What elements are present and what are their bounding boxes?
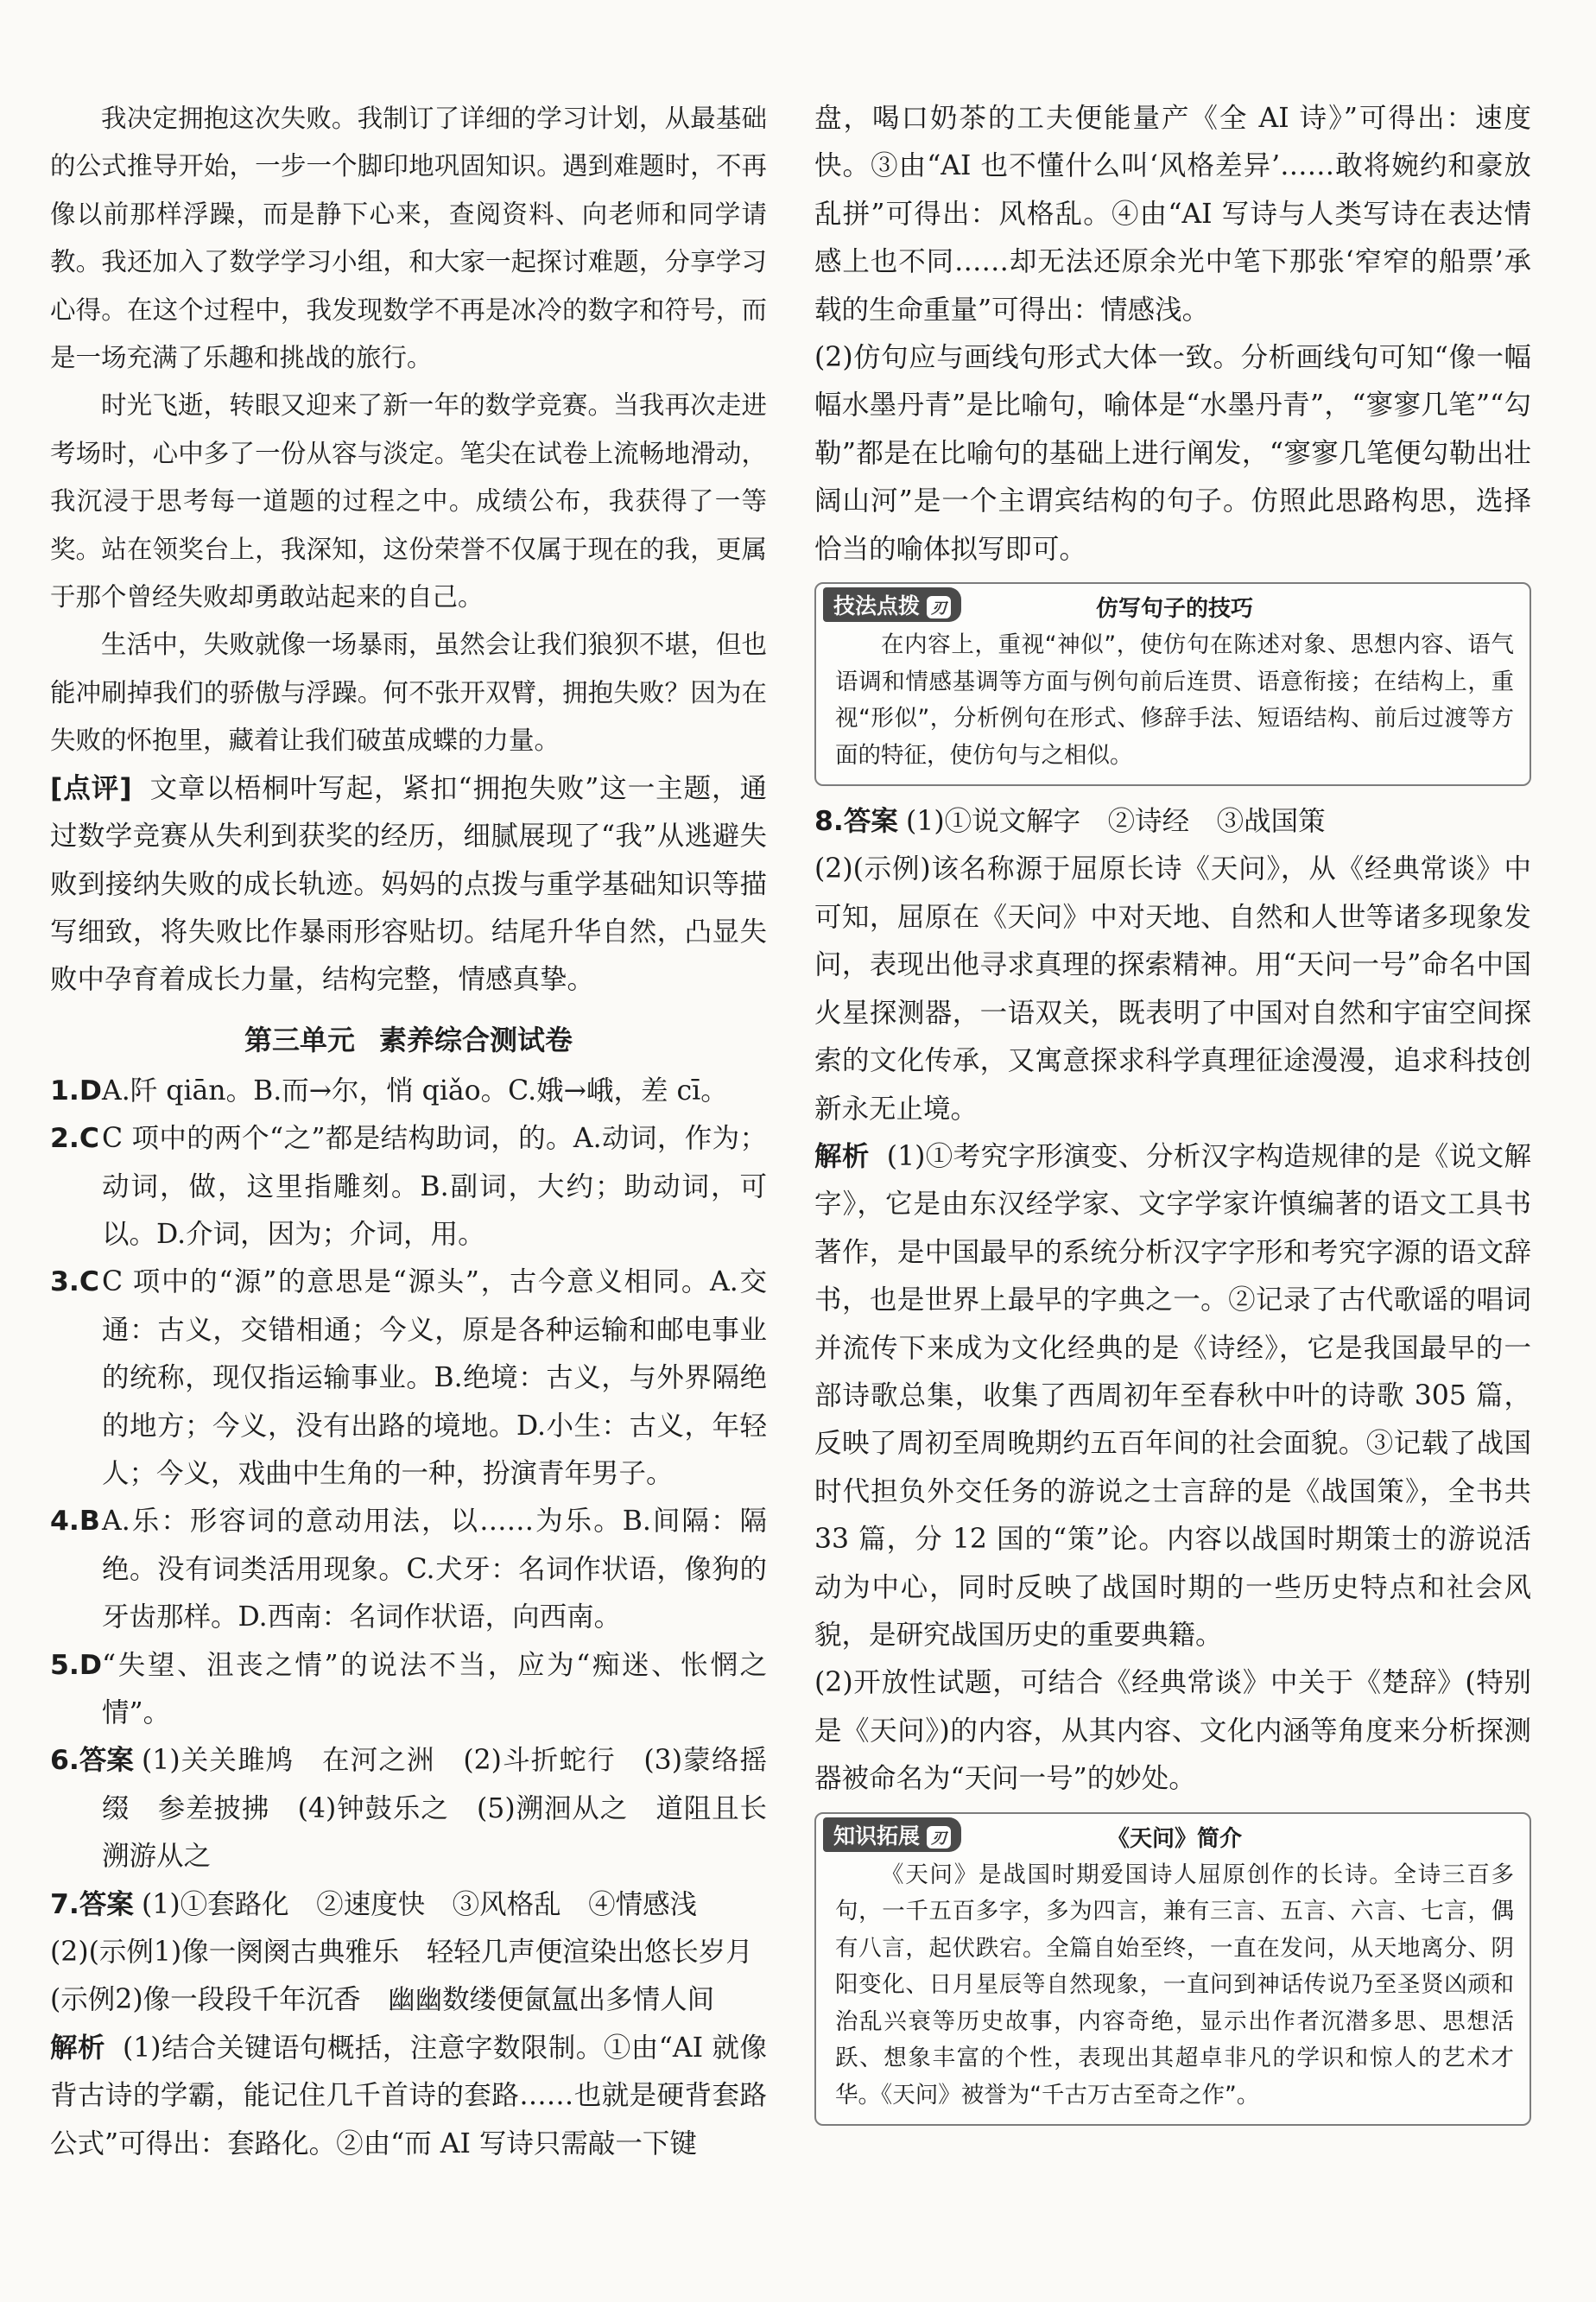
q1-tag: 1.D — [50, 1075, 103, 1107]
essay-paragraph-2: 时光飞逝，转眼又迎来了新一年的数学竞赛。当我再次走进考场时，心中多了一份从容与淡定。笔尖在试卷上流畅地滑动，我沉浸于思考每一道题的过程之中。成绩公布，我获得了一等奖。站在领奖台上，我深知，这份荣誉不仅属于现在的我，更属于那个曾经失败却勇敢站起来的自己。 — [50, 390, 767, 612]
knowledge-badge-label: 知识拓展 — [833, 1823, 921, 1849]
technique-box — [814, 582, 1531, 786]
q5-tag: 5.D — [50, 1649, 103, 1681]
technique-box-text: 在内容上，重视“神似”，使仿句在陈述对象、思想内容、语气语调和情感基调等方面与例句前后连贯、语意衔接；在结构上，重视“形似”，分析例句在形式、修辞手法、短语结构、前后过渡等方面的特征，使仿句与之相似。 — [835, 631, 1514, 769]
q5-text: “失望、沮丧之情”的说法不当，应为“痴迷、怅惘之情”。 — [102, 1649, 767, 1728]
comment-text: 文章以梧桐叶写起，紧扣“拥抱失败”这一主题，通过数学竞赛从失利到获奖的经历，细腻展现了“我”从逃避失败到接纳失败的成长轨迹。妈妈的点拨与重学基础知识等描写细致，将失败比作暴雨形容贴切。结尾升华自然，凸显失败中孕育着成长力量，结构完整，情感真挚。 — [50, 772, 767, 996]
q8-tag: 8.答案 — [814, 806, 898, 838]
q4-tag: 4.B — [50, 1506, 100, 1538]
answer-q4 — [50, 1498, 767, 1641]
answer-q7-line2: (2)(示例1)像一阕阕古典雅乐 轻轻几声便渲染出悠长岁月 — [50, 1937, 753, 1969]
answer-q6 — [50, 1737, 795, 1880]
essay-paragraph-1: 我决定拥抱这次失败。我制订了详细的学习计划，从最基础的公式推导开始，一步一个脚印地巩固知识。遇到难题时，不再像以前那样浮躁，而是静下心来，查阅资料、向老师和同学请教。我还加入了数学学习小组，和大家一起探讨难题，分享学习心得。在这个过程中，我发现数学不再是冰冷的数字和符号，而是一场充满了乐趣和挑战的旅行。 — [50, 104, 767, 373]
q8-line1: (1)①说文解字 ②诗经 ③战国策 — [906, 806, 1326, 838]
answer-q7-line3: (示例2)像一段段千年沉香 幽幽数缕便氤氲出多情人间 — [50, 1984, 715, 2016]
knowledge-box-head — [835, 1819, 1514, 1857]
answer-q8-line1 — [814, 798, 1531, 846]
q4-text: A.乐：形容词的意动用法，以……为乐。B.间隔：隔绝。没有词类活用现象。C.犬牙：名词作状语，像狗的牙齿那样。D.西南：名词作状语，向西南。 — [102, 1506, 767, 1633]
q7-tag: 7.答案 — [50, 1888, 134, 1920]
answer-q5 — [50, 1642, 767, 1738]
left-column — [50, 95, 795, 2168]
answer-q2 — [50, 1115, 767, 1259]
answer-q3 — [50, 1259, 767, 1498]
unit-title-b: 素养综合测试卷 — [379, 1023, 573, 1056]
answer-q7-line1 — [50, 1881, 767, 1929]
knowledge-box — [814, 1812, 1531, 2127]
badge-mini-icon: 刃 — [927, 596, 951, 618]
q7-analysis-part2: (2)仿句应与画线句形式大体一致。分析画线句可知“像一幅幅水墨丹青”是比喻句，喻体是“水墨丹青”，“寥寥几笔”“勾勒”都是在比喻句的基础上进行阐发，“寥寥几笔便勾勒出壮阔山河”是一个主谓宾结构的句子。仿照此思路构思，选择恰当的喻体拟写即可。 — [814, 342, 1531, 565]
q2-tag: 2.C — [50, 1123, 100, 1155]
technique-box-title: 仿写句子的技巧 — [1095, 596, 1253, 623]
knowledge-box-text: 《天问》是战国时期爱国诗人屈原创作的长诗。全诗三百多句，一千五百多字，多为四言，兼有三言、五言、六言、七言，偶有八言，起伏跌宕。全篇自始至终，一直在发问，从天地离分、阴阳变化、日月星辰等自然现象，一直问到神话传说乃至圣贤凶顽和治乱兴衰等历史故事，内容奇绝，显示出作者沉潜多思、思想活跃、想象丰富的个性，表现出其超卓非凡的学识和惊人的艺术才华。《天问》被誉为“千古万古至奇之作”。 — [835, 1861, 1514, 2109]
answer-q7-analysis — [50, 2025, 767, 2168]
q7-analysis-continued: 盘，喝口奶茶的工夫便能量产《全 AI 诗》”可得出：速度快。③由“AI 也不懂什么叫‘风格差异’……敢将婉约和豪放乱拼”可得出：风格乱。④由“AI 写诗与人类写诗在表达情感上也不同……却无法还原余光中笔下那张‘窄窄的船票’承载的生命重量”可得出：情感浅。 — [814, 103, 1531, 326]
q8-analysis-tag: 解析 — [814, 1140, 870, 1172]
q6-tag: 6.答案 — [50, 1745, 134, 1777]
q8-analysis-text: (1)①考究字形演变、分析汉字构造规律的是《说文解字》，它是由东汉经学家、文字学家许慎编著的语文工具书著作，是中国最早的系统分析汉字字形和考究字源的语文辞书，也是世界上最早的字典之一。②记录了古代歌谣的唱词并流传下来成为文化经典的是《诗经》，它是我国最早的一部诗歌总集，收集了西周初年至春秋中叶的诗歌 305 篇，反映了周初至周晚期约五百年间的社会面貌。③记载了战国时代担负外交任务的游说之士言辞的是《战国策》，全书共 33 篇，分 12 国的“策”论。内容以战国时期策士的游说活动为中心，同时反映了战国时期的一些历史特点和社会风貌，是研究战国历史的重要典籍。 — [814, 1140, 1531, 1651]
knowledge-box-title: 《天问》简介 — [1106, 1825, 1242, 1852]
technique-box-head — [835, 589, 1514, 627]
q7-analysis-tag: 解析 — [50, 2032, 105, 2064]
unit-title — [50, 1017, 767, 1064]
right-column — [814, 95, 1531, 2138]
badge-mini-icon-2: 刃 — [927, 1826, 951, 1849]
unit-title-a: 第三单元 — [244, 1023, 355, 1056]
technique-badge-label: 技法点拨 — [833, 593, 921, 619]
q6-text: (1)关关雎鸠 在河之洲 (2)斗折蛇行 (3)蒙络摇缀 参差披拂 (4)钟鼓乐之 (5)溯洄从之 道阻且长 溯游从之 — [102, 1745, 795, 1873]
answer-q8-part2: (2)(示例)该名称源于屈原长诗《天问》，从《经典常谈》中可知，屈原在《天问》中对天地、自然和人世等诸多现象发问，表现出他寻求真理的探索精神。用“天问一号”命名中国火星探测器，一语双关，既表明了中国对自然和宇宙空间探索的文化传承，又寓意探求科学真理征途漫漫，追求科技创新永无止境。 — [814, 853, 1531, 1125]
comment — [50, 765, 767, 1005]
comment-tag: [点评] — [50, 772, 132, 804]
essay-paragraph-3: 生活中，失败就像一场暴雨，虽然会让我们狼狈不堪，但也能冲刷掉我们的骄傲与浮躁。何不张开双臂，拥抱失败？因为在失败的怀抱里，藏着让我们破茧成蝶的力量。 — [50, 630, 767, 756]
answer-q8-analysis-part2: (2)开放性试题，可结合《经典常谈》中关于《楚辞》(特别是《天问》)的内容，从其内容、文化内涵等角度来分析探测器被命名为“天问一号”的妙处。 — [814, 1667, 1531, 1795]
answer-q1 — [50, 1068, 767, 1115]
answer-q8-analysis — [814, 1133, 1531, 1659]
q3-tag: 3.C — [50, 1266, 100, 1298]
q2-text: C 项中的两个“之”都是结构助词，的。A.动词，作为；动词，做，这里指雕刻。B.副词，大约；助动词，可以。D.介词，因为；介词，用。 — [102, 1123, 767, 1250]
q3-text: C 项中的“源”的意思是“源头”，古今意义相同。A.交通：古义，交错相通；今义，原是各种运输和邮电事业的统称，现仅指运输事业。B.绝境：古义，与外界隔绝的地方；今义，没有出路的境地。D.小生：古义，年轻人；今义，戏曲中生角的一种，扮演青年男子。 — [102, 1266, 767, 1489]
q7-line1: (1)①套路化 ②速度快 ③风格乱 ④情感浅 — [142, 1888, 698, 1920]
q7-analysis-text: (1)结合关键语句概括，注意字数限制。①由“AI 就像背古诗的学霸，能记住几千首诗的套路……也就是硬背套路公式”可得出：套路化。②由“而 AI 写诗只需敲一下键 — [50, 2032, 767, 2159]
q1-text: A.阡 qiān。B.而→尔，悄 qiǎo。C.娥→峨，差 cī。 — [102, 1075, 728, 1107]
